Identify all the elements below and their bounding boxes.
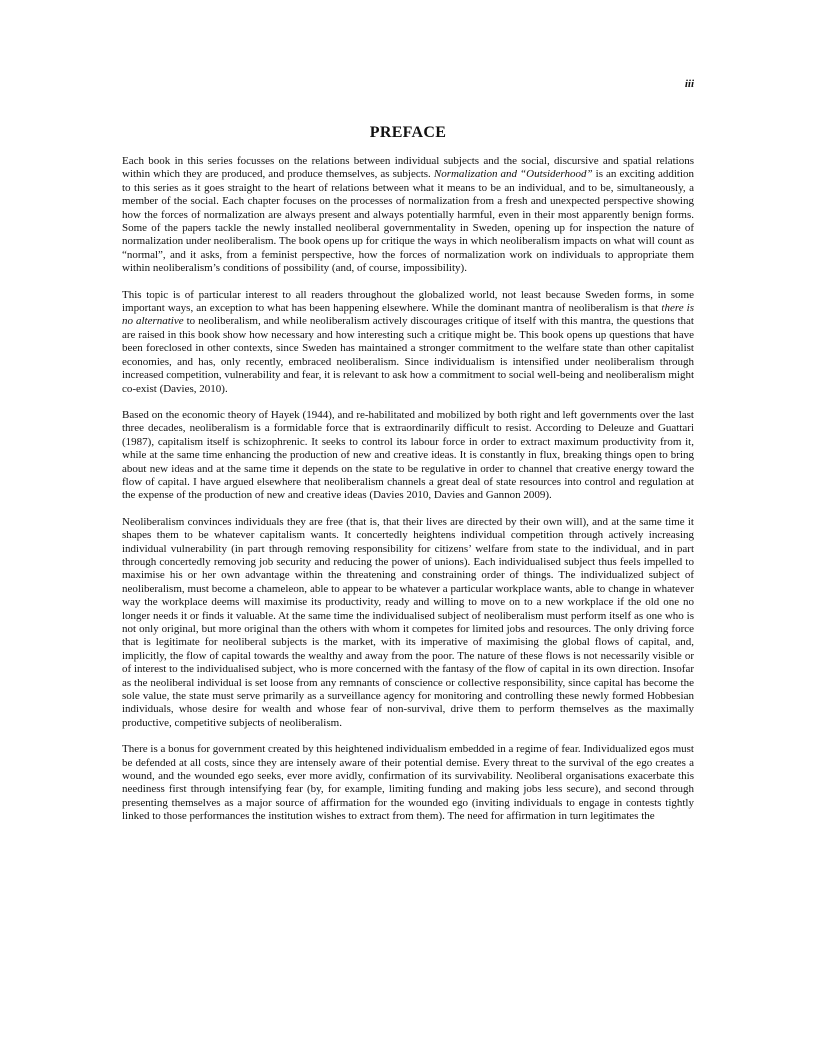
book-title-italic: Normalization and “Outsiderhood” [433,168,593,181]
body-text [122,155,694,837]
paragraph-text: to neoliberalism, and while neoliberalism actively discourages critique of itself with this mantra, the questions that are raised in this book show how necessary and how interesting such a critique might be. This book opens up questions that have been foreclosed in other contexts, since Sweden has maintained a stronger commitment to the welfare state than other capitalist economies, and has, only recently, embraced neoliberalism. Since individualism is intensified under neoliberalism through increased competition, vulnerability and fear, it is relevant to ask how a commitment to social well-being and neoliberalism might co-exist (Davies, 2010). [122,315,695,395]
paragraph-text: This topic is of particular interest to all readers throughout the globalized world, not least because Sweden forms, in some important ways, an exception to what has been happening elsewhere. While the dominant mantra of neoliberalism is that [122,288,694,315]
paragraph [122,155,694,276]
paragraph-text: Neoliberalism convinces individuals they are free (that is, that their lives are directed by their own will), and at the same time it shapes them to be whatever capitalism wants. It concertedly heightens individual competition through actively increasing individual vulnerability (in part through removing responsibility for citizens’ welfare from state to the individual, and in part through concertedly removing job security and reducing the power of unions). Each individualised subject thus feels impelled to maximise his or her own advantage within the threatening and constraining order of things. The individualized subject of neoliberalism, must become a chameleon, able to appear to be whatever a particular workplace wants, able to change in whatever way the workplace deems will maximise its productivity, ready and willing to move on to a new workplace if the old one no longer needs it or finds it valuable. At the same time the individualised subject of neoliberalism must perform itself as one who is not only original, but more original than the others with whom it competes for limited jobs and resources. The only driving force that is legitimate for neoliberal subjects is the market, with its imperative of maximising the global flows of capital, and, implicitly, the flow of capital towards the wealthy and away from the poor. The nature of these flows is not necessarily visible or of interest to the individualised subject, who is more concerned with the fantasy of the flow of capital in its own direction. Insofar as the neoliberal individual is set loose from any remnants of conscience or collective responsibility, since capital has become the sole value, the state must serve primarily as a surveillance agency for monitoring and controlling these newly formed Hobbesian individuals, whose desire for wealth and whose fear of non-survival, drive them to perform themselves as the maximally productive, competitive subjects of neoliberalism. [122,515,694,729]
paragraph [122,289,694,396]
paragraph [122,743,694,823]
paragraph-text: There is a bonus for government created by this heightened individualism embedded in a regime of fear. Individualized egos must be defended at all costs, since they are intensely aware of their potential demise. Every threat to the survival of the ego creates a wound, and the wounded ego seeks, ever more avidly, confirmation of its survivability. Neoliberal organisations exacerbate this neediness first through intensifying fear (by, for example, limiting funding and making jobs less secure), and second through presenting themselves as a major source of affirmation for the wounded ego (inviting individuals to engage in contests tightly linked to those performances the institution wishes to extract from them). The need for affirmation in turn legitimates the [122,743,694,823]
paragraph [122,516,694,731]
paragraph [122,409,694,503]
paragraph-text: is an exciting addition to this series as it goes straight to the heart of relations between what it means to be an individual, and to be, simultaneously, a member of the social. Each chapter focuses on the processes of normalization from a fresh and unexpected perspective showing how the forces of normalization are always present and always potentially harmful, even in their most apparently benign forms. Some of the papers tackle the newly installed neoliberal governmentality in Sweden, opening up for inspection the nature of normalization under neoliberalism. The book opens up for critique the ways in which neoliberalism impacts on what will count as “normal”, and it asks, from a feminist perspective, how the forces of normalization work on individuals to appropriate them within neoliberalism’s conditions of possibility (and, of course, impossibility). [122,168,695,275]
page-title: PREFACE [369,124,447,141]
paragraph-text: Based on the economic theory of Hayek (1944), and re-habilitated and mobilized by both right and left governments over the last three decades, neoliberalism is a formidable force that is extraordinarily difficult to resist. According to Deleuze and Guattari (1987), capitalism itself is schizophrenic. It seeks to control its labour force in order to extract maximum productivity from it, while at the same time enhancing the production of new and creative ideas. It is constantly in flux, breaking things open to bring about new ideas and at the same time it depends on the state to be regulative in order to channel that creative energy toward the flow of capital. I have argued elsewhere that neoliberalism channels a great deal of state resources into control and regulation at the expense of the production of new and creative ideas (Davies 2010, Davies and Gannon 2009). [122,408,694,502]
emphasis-italic: there is no alternative [122,302,695,328]
page-number: iii [684,78,694,90]
paragraph-text: Each book in this series focusses on the relations between individual subjects and the social, discursive and spatial relations within which they are produced, and produce themselves, as subjects. [122,155,694,181]
